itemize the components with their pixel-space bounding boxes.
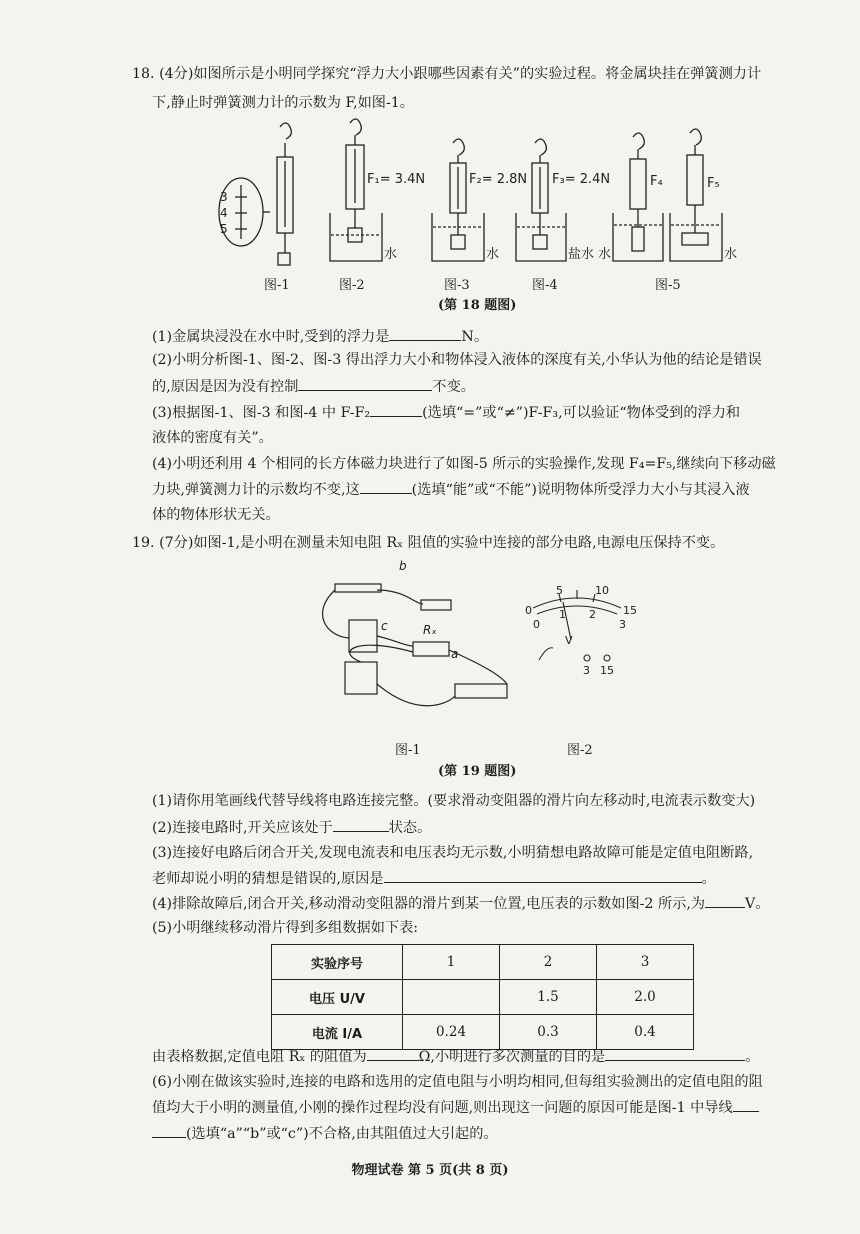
wire-c-label: c xyxy=(381,619,388,633)
q18-part2-line1: (2)小明分析图-1、图-2、图-3 得出浮力大小和物体浸入液体的深度有关,小华认为他的结论是错误 xyxy=(152,352,762,368)
q18-figure xyxy=(210,115,750,295)
fig-label-1: 图-1 xyxy=(264,278,290,293)
table-cell xyxy=(403,980,500,1015)
blank-10a[interactable] xyxy=(733,1097,759,1112)
f3-label: F₃= 2.4N xyxy=(552,172,611,187)
table-cell: 电流 I/A xyxy=(272,1015,403,1050)
terminal-15: 15 xyxy=(600,664,614,677)
q18-part4-line3: 体的物体形状无关。 xyxy=(152,507,280,523)
fig3-in-water xyxy=(432,139,484,261)
q18-part4-line2: 力块,弹簧测力计的示数均不变,这 (选填“能”或“不能”)说明物体所受浮力大小与其浸入液 xyxy=(152,479,750,500)
fig1-spring-scale xyxy=(219,123,293,265)
blank-7[interactable] xyxy=(705,893,745,908)
blank-10b[interactable] xyxy=(152,1123,186,1138)
water-label-2: 水 xyxy=(384,247,398,262)
bottom-zero: 0 xyxy=(533,618,540,631)
fig-label-2: 图-2 xyxy=(339,278,365,293)
water-label-5a: 水 xyxy=(598,247,612,262)
f1-label: F₁= 3.4N xyxy=(367,172,426,187)
top-5: 5 xyxy=(556,584,563,597)
scale-num-4: 4 xyxy=(220,206,228,220)
f2-label: F₂= 2.8N xyxy=(469,172,528,187)
q18-part2-line2: 的,原因是因为没有控制 不变。 xyxy=(152,376,475,397)
blank-9[interactable] xyxy=(605,1046,745,1061)
water-label-5b: 水 xyxy=(724,247,738,262)
q19-part6-line2: 值均大于小明的测量值,小刚的操作过程均没有问题,则出现这一问题的原因可能是图-1 中导线 xyxy=(152,1097,759,1118)
table-row xyxy=(272,980,694,1015)
saltwater-label: 盐水 xyxy=(568,247,595,262)
f5-label: F₅ xyxy=(707,176,720,191)
wire-a-label: a xyxy=(451,647,459,661)
q18-line2: 下,静止时弹簧测力计的示数为 F,如图-1。 xyxy=(152,95,414,111)
table-cell: 3 xyxy=(597,945,694,980)
page-footer: 物理试卷 第 5 页(共 8 页) xyxy=(351,1163,509,1178)
q19-circuit-figure xyxy=(315,556,515,734)
top-15: 15 xyxy=(623,604,637,617)
bottom-3: 3 xyxy=(619,618,626,631)
table-cell: 0.3 xyxy=(500,1015,597,1050)
q18-figure-caption: (第 18 题图) xyxy=(438,298,517,313)
blank-2[interactable] xyxy=(298,376,432,391)
scale-num-5: 5 xyxy=(220,222,228,236)
q19-part5: (5)小明继续移动滑片得到多组数据如下表: xyxy=(152,920,419,936)
q19-part1: (1)请你用笔画线代替导线将电路连接完整。(要求滑动变阻器的滑片向左移动时,电流表示数变大) xyxy=(152,793,756,809)
table-cell: 0.24 xyxy=(403,1015,500,1050)
wire-b-label: b xyxy=(399,559,407,573)
q19-line1: 19. (7分)如图-1,是小明在测量未知电阻 Rₓ 阻值的实验中连接的部分电路,电源电压保持不变。 xyxy=(132,535,725,551)
table-cell: 电压 U/V xyxy=(272,980,403,1015)
q19-figure-caption: (第 19 题图) xyxy=(438,764,517,779)
bottom-2: 2 xyxy=(589,608,596,621)
q18-part3-line2: 液体的密度有关”。 xyxy=(152,430,273,446)
scale-num-3: 3 xyxy=(220,190,228,204)
q19-fig-label-1: 图-1 xyxy=(395,743,421,758)
water-label-3: 水 xyxy=(486,247,500,262)
q18-line1: 18. (4分)如图所示是小明同学探究“浮力大小跟哪些因素有关”的实验过程。将金属块挂在弹簧测力计 xyxy=(132,66,762,82)
data-table xyxy=(271,944,694,1050)
blank-1[interactable] xyxy=(389,326,461,341)
q19-part6-line1: (6)小刚在做该实验时,连接的电路和选用的定值电阻与小明均相同,但每组实验测出的定值电阻的阻 xyxy=(152,1074,763,1090)
q19-part3-line2: 老师却说小明的猜想是错误的,原因是 。 xyxy=(152,868,716,889)
blank-3[interactable] xyxy=(370,402,422,417)
fig4-in-saltwater xyxy=(516,139,566,261)
q18-part1: (1)金属块浸没在水中时,受到的浮力是 N。 xyxy=(152,326,488,347)
fig-label-5: 图-5 xyxy=(655,278,681,293)
table-row xyxy=(272,945,694,980)
blank-4[interactable] xyxy=(360,479,412,494)
unit-v: V xyxy=(565,634,573,647)
fig5-magnet-blocks xyxy=(613,129,722,261)
table-cell: 0.4 xyxy=(597,1015,694,1050)
q19-part6-line3: (选填“a”“b”或“c”)不合格,由其阻值过大引起的。 xyxy=(152,1123,498,1144)
fig-label-3: 图-3 xyxy=(444,278,470,293)
bottom-1: 1 xyxy=(559,608,566,621)
terminal-3: 3 xyxy=(583,664,590,677)
q19-part3-line1: (3)连接好电路后闭合开关,发现电流表和电压表均无示数,小明猜想电路故障可能是定值电阻断路, xyxy=(152,845,754,861)
fig-label-4: 图-4 xyxy=(532,278,558,293)
q19-voltmeter-figure xyxy=(515,580,650,680)
q19-part2: (2)连接电路时,开关应该处于 状态。 xyxy=(152,817,431,838)
q18-part4-line1: (4)小明还利用 4 个相同的长方体磁力块进行了如图-5 所示的实验操作,发现 F₄=F₅,继续向下移动磁 xyxy=(152,456,776,472)
table-cell: 2.0 xyxy=(597,980,694,1015)
table-cell: 2 xyxy=(500,945,597,980)
f4-label: F₄ xyxy=(650,174,663,189)
fig2-in-water xyxy=(330,119,382,261)
blank-8[interactable] xyxy=(367,1046,419,1061)
q19-part5b: 由表格数据,定值电阻 Rₓ 的阻值为 Ω,小明进行多次测量的目的是 。 xyxy=(152,1046,759,1067)
q19-part4: (4)排除故障后,闭合开关,移动滑动变阻器的滑片到某一位置,电压表的示数如图-2 所示,为 V。 xyxy=(152,893,769,914)
table-cell: 1 xyxy=(403,945,500,980)
q19-fig-label-2: 图-2 xyxy=(567,743,593,758)
rx-label: Rₓ xyxy=(423,623,437,637)
blank-6[interactable] xyxy=(384,868,702,883)
table-row xyxy=(272,1015,694,1050)
top-10: 10 xyxy=(595,584,609,597)
q18-part3-line1: (3)根据图-1、图-3 和图-4 中 F-F₂ (选填“=”或“≠”)F-F₃,可以验证“物体受到的浮力和 xyxy=(152,402,740,423)
table-cell: 实验序号 xyxy=(272,945,403,980)
blank-5[interactable] xyxy=(333,817,389,832)
table-cell: 1.5 xyxy=(500,980,597,1015)
top-zero: 0 xyxy=(525,604,532,617)
